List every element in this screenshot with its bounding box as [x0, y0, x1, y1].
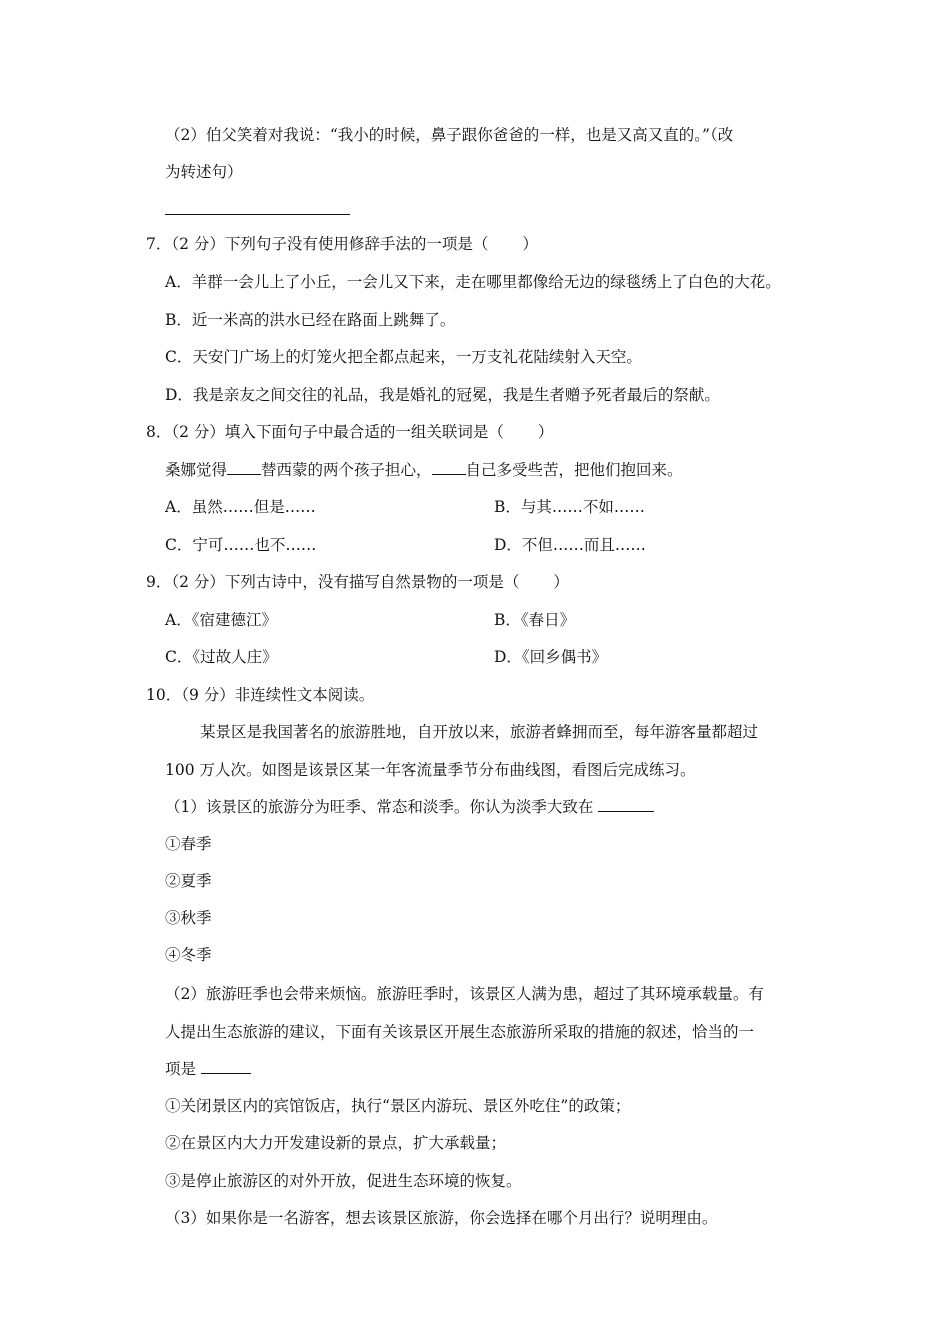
q8-stem [146, 421, 553, 443]
q9-option-b: B．《春日》 [494, 611, 576, 629]
q7-option-b: B．近一米高的洪水已经在路面上跳舞了。 [165, 311, 456, 329]
q9-stem [146, 571, 569, 593]
q8-option-a: A．虽然……但是…… [165, 498, 316, 516]
q10-part2-choice-3: ③是停止旅游区的对外开放，促进生态环境的恢复。 [165, 1172, 522, 1190]
q8-sentence-part1: 桑娜觉得 [165, 461, 228, 479]
q8-blank-2[interactable] [432, 460, 466, 475]
q10-passage-line2: 100 万人次。如图是该景区某一年客流量季节分布曲线图，看图后完成练习。 [165, 761, 696, 779]
q7-stem-text: 7．（2 分）下列句子没有使用修辞手法的一项是（ [146, 235, 489, 253]
q10-part1-choice-2: ②夏季 [165, 872, 212, 890]
q6-answer-blank[interactable] [165, 214, 350, 215]
q7-stem [146, 233, 538, 255]
q8-blank-1[interactable] [227, 460, 261, 475]
q10-part1-choice-4: ④冬季 [165, 946, 212, 964]
q7-option-a: A．羊群一会儿上了小丘，一会儿又下来，走在哪里都像给无边的绿毯绣上了白色的大花。 [165, 273, 781, 291]
q8-option-b: B．与其……不如…… [494, 498, 645, 516]
q7-option-d: D．我是亲友之间交往的礼品，我是婚礼的冠冕，我是生者赠予死者最后的祭献。 [165, 386, 720, 404]
q9-stem-text: 9．（2 分）下列古诗中，没有描写自然景物的一项是（ [146, 573, 520, 591]
q9-option-a: A．《宿建德江》 [165, 611, 277, 629]
q10-part1-text: （1）该景区的旅游分为旺季、常态和淡季。你认为淡季大致在 [165, 798, 594, 816]
q9-stem-close: ） [553, 573, 569, 591]
q10-part1-blank[interactable] [598, 797, 654, 812]
q8-option-d: D．不但……而且…… [494, 536, 646, 554]
q8-sentence [165, 459, 683, 481]
q10-part2-choice-2: ②在景区内大力开发建设新的景点，扩大承载量； [165, 1134, 507, 1152]
q10-stem: 10．（9 分）非连续性文本阅读。 [146, 686, 375, 704]
q10-part2-blank[interactable] [201, 1059, 251, 1074]
q8-option-c: C．宁可……也不…… [165, 536, 317, 554]
q10-part2-line2: 人提出生态旅游的建议，下面有关该景区开展生态旅游所采取的措施的叙述，恰当的一 [165, 1023, 755, 1041]
q10-part2-choice-1: ①关闭景区内的宾馆饭店，执行“景区内游玩、景区外吃住”的政策； [165, 1097, 631, 1115]
q10-part3: （3）如果你是一名游客，想去该景区旅游，你会选择在哪个月出行？说明理由。 [165, 1209, 718, 1227]
q8-sentence-part3: 自己多受些苦，把他们抱回来。 [465, 461, 683, 479]
q7-option-c: C．天安门广场上的灯笼火把全都点起来，一万支礼花陆续射入天空。 [165, 348, 642, 366]
q8-stem-text: 8．（2 分）填入下面句子中最合适的一组关联词是（ [146, 423, 504, 441]
q10-part2-line3 [165, 1058, 251, 1080]
q10-part2-line1: （2）旅游旺季也会带来烦恼。旅游旺季时，该景区人满为患，超过了其环境承载量。有 [165, 985, 764, 1003]
q10-passage-line1: 某景区是我国著名的旅游胜地，自开放以来，旅游者蜂拥而至，每年游客量都超过 [200, 723, 759, 741]
q6-part2-line1: （2）伯父笑着对我说：“我小的时候，鼻子跟你爸爸的一样，也是又高又直的。”（改 [165, 126, 734, 144]
q9-option-d: D．《回乡偶书》 [494, 648, 608, 666]
q7-stem-close: ） [522, 235, 538, 253]
q9-option-c: C．《过故人庄》 [165, 648, 278, 666]
q10-part1-choice-3: ③秋季 [165, 909, 212, 927]
q10-part2-text: 项是 [165, 1060, 197, 1078]
q8-stem-close: ） [537, 423, 554, 441]
q8-sentence-part2: 替西蒙的两个孩子担心， [261, 461, 432, 479]
q10-part1 [165, 796, 654, 818]
q10-part1-choice-1: ①春季 [165, 835, 212, 853]
q6-part2-line2: 为转述句） [165, 163, 243, 181]
